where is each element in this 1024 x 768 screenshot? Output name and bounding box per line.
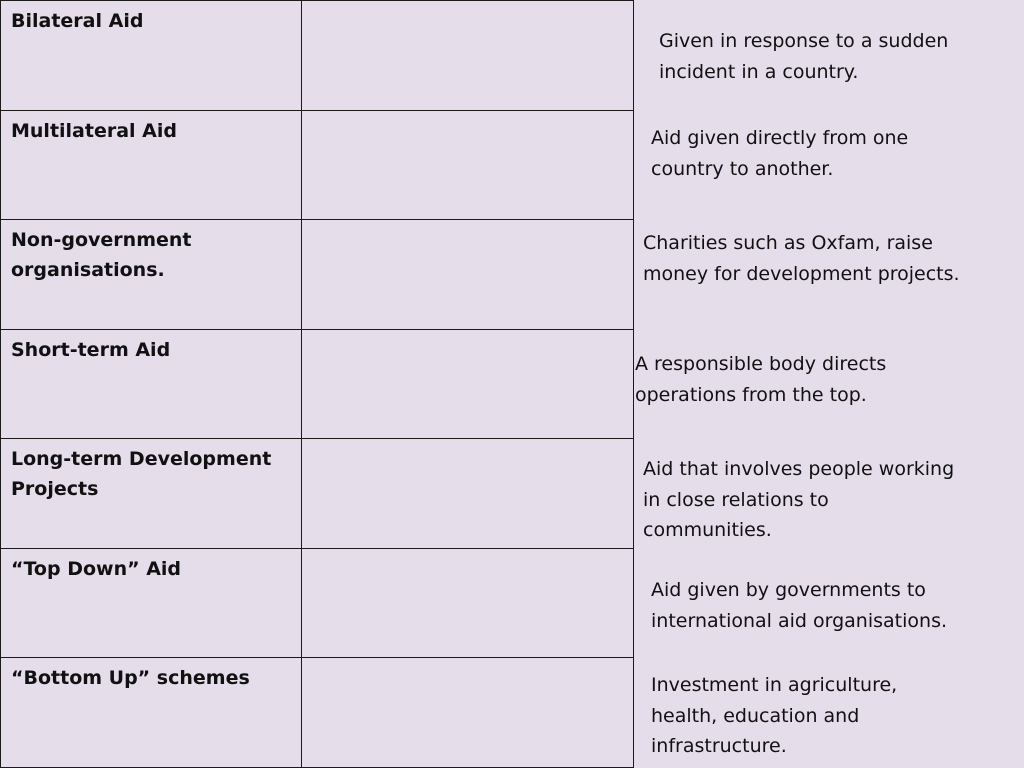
term-cell (1, 658, 302, 768)
definition-text: Investment in agriculture, health, education and infrastructure. (651, 674, 898, 757)
term-label: “Top Down” Aid (11, 557, 182, 580)
answer-cell[interactable] (302, 658, 634, 768)
answer-cell[interactable] (302, 548, 634, 658)
table-row (1, 329, 634, 439)
definition-text: Aid that involves people working in close relations to communities. (643, 458, 955, 541)
table-row (1, 439, 634, 549)
definition-text: Given in response to a sudden incident in a country. (659, 30, 949, 83)
term-label: Non-government organisations. (11, 229, 192, 282)
term-cell (1, 439, 302, 549)
term-cell (1, 1, 302, 111)
table-row (1, 110, 634, 220)
definition-text: Aid given directly from one country to another. (651, 127, 909, 180)
table-row (1, 548, 634, 658)
term-cell (1, 329, 302, 439)
definition-text: Aid given by governments to international aid organisations. (651, 579, 948, 632)
answer-cell[interactable] (302, 1, 634, 111)
term-label: Multilateral Aid (11, 119, 177, 142)
definition-text: Charities such as Oxfam, raise money for development projects. (643, 232, 960, 285)
term-label: Short-term Aid (11, 338, 171, 361)
term-cell (1, 548, 302, 658)
term-label: “Bottom Up” schemes (11, 667, 250, 690)
definition-text: A responsible body directs operations from the top. (635, 353, 887, 406)
term-label: Bilateral Aid (11, 10, 144, 32)
term-cell (1, 110, 302, 220)
term-label: Long-term Development Projects (11, 448, 272, 501)
answer-cell[interactable] (302, 110, 634, 220)
table-row (1, 658, 634, 768)
answer-cell[interactable] (302, 329, 634, 439)
table-row (1, 1, 634, 111)
answer-cell[interactable] (302, 220, 634, 330)
table-row (1, 220, 634, 330)
term-cell (1, 220, 302, 330)
answer-cell[interactable] (302, 439, 634, 549)
